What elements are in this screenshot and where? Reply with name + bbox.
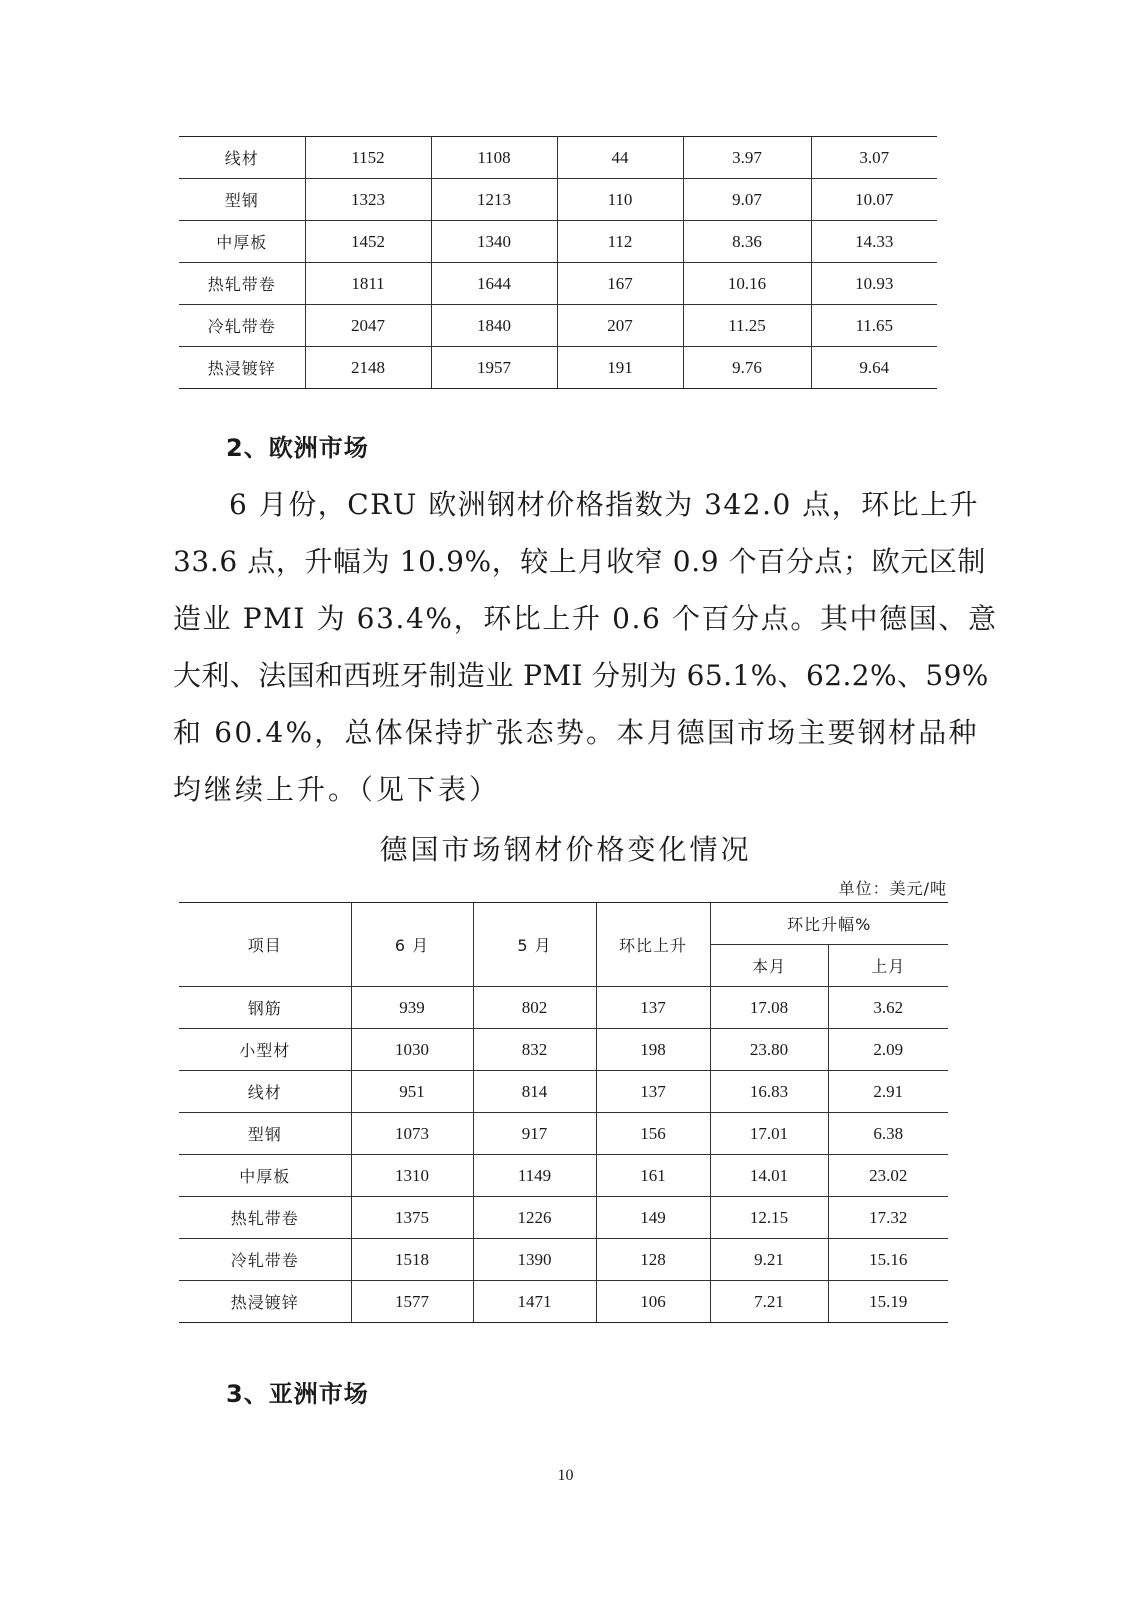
header-pct-last: 上月: [828, 945, 948, 987]
value-pct-last: 14.33: [811, 221, 937, 263]
header-pct-this: 本月: [710, 945, 828, 987]
page-number: 10: [557, 1467, 574, 1484]
row-item: 线材: [179, 1071, 351, 1113]
value-pct-last: 3.07: [811, 137, 937, 179]
value-jun: 1310: [351, 1155, 473, 1197]
value-pct-last: 11.65: [811, 305, 937, 347]
section-heading-asia: 3、亚洲市场: [226, 1380, 369, 1408]
value-pct-this: 23.80: [710, 1029, 828, 1071]
value-pct-this: 9.21: [710, 1239, 828, 1281]
value-pct-this: 11.25: [683, 305, 811, 347]
table-row: [179, 1071, 948, 1113]
table-row: [179, 1281, 948, 1323]
value-jun: 1518: [351, 1239, 473, 1281]
value-pct-this: 17.08: [710, 987, 828, 1029]
row-item: 中厚板: [179, 1155, 351, 1197]
row-item: 冷轧带卷: [179, 1239, 351, 1281]
value-may: 917: [473, 1113, 596, 1155]
header-pct-group: 环比升幅%: [710, 903, 948, 945]
table-row: [179, 1155, 948, 1197]
value-pct-last: 3.62: [828, 987, 948, 1029]
row-item: 线材: [179, 137, 305, 179]
value-jun: 951: [351, 1071, 473, 1113]
europe-paragraph: [173, 476, 998, 818]
value-pct-this: 9.76: [683, 347, 811, 389]
row-item: 中厚板: [179, 221, 305, 263]
paragraph-line: 6 月份，CRU 欧洲钢材价格指数为 342.0 点，环比上升: [229, 488, 980, 521]
value-pct-last: 10.07: [811, 179, 937, 221]
paragraph-line: 均继续上升。（见下表）: [173, 773, 501, 806]
table-row: [179, 221, 937, 263]
value-jun: 2047: [305, 305, 431, 347]
value-jun: 1152: [305, 137, 431, 179]
value-pct-this: 3.97: [683, 137, 811, 179]
value-pct-this: 8.36: [683, 221, 811, 263]
value-may: 1390: [473, 1239, 596, 1281]
table-row: [179, 347, 937, 389]
value-may: 802: [473, 987, 596, 1029]
value-pct-last: 2.09: [828, 1029, 948, 1071]
header-change: 环比上升: [596, 903, 710, 987]
row-item: 热浸镀锌: [179, 1281, 351, 1323]
value-pct-this: 9.07: [683, 179, 811, 221]
value-jun: 939: [351, 987, 473, 1029]
value-jun: 1030: [351, 1029, 473, 1071]
germany-steel-price-table: [179, 902, 948, 1323]
table-row: [179, 1029, 948, 1071]
value-may: 1340: [431, 221, 557, 263]
row-item: 型钢: [179, 179, 305, 221]
value-change: 128: [596, 1239, 710, 1281]
value-jun: 1073: [351, 1113, 473, 1155]
value-may: 1840: [431, 305, 557, 347]
value-jun: 1811: [305, 263, 431, 305]
paragraph-line: 和 60.4%，总体保持扩张态势。本月德国市场主要钢材品种: [173, 716, 979, 749]
header-item: 项目: [179, 903, 351, 987]
row-item: 钢筋: [179, 987, 351, 1029]
value-change: 106: [596, 1281, 710, 1323]
paragraph-line: 大利、法国和西班牙制造业 PMI 分别为 65.1%、62.2%、59%: [173, 659, 989, 692]
value-change: 112: [557, 221, 683, 263]
table-row: [179, 137, 937, 179]
value-may: 1644: [431, 263, 557, 305]
us-market-price-table-continued: [179, 136, 937, 389]
paragraph-line: 33.6 点，升幅为 10.9%，较上月收窄 0.9 个百分点；欧元区制: [173, 545, 987, 578]
row-item: 热轧带卷: [179, 263, 305, 305]
value-jun: 1375: [351, 1197, 473, 1239]
table-row: [179, 987, 948, 1029]
value-pct-this: 10.16: [683, 263, 811, 305]
row-item: 小型材: [179, 1029, 351, 1071]
value-may: 1957: [431, 347, 557, 389]
value-change: 137: [596, 1071, 710, 1113]
row-item: 型钢: [179, 1113, 351, 1155]
value-pct-last: 6.38: [828, 1113, 948, 1155]
value-change: 198: [596, 1029, 710, 1071]
value-change: 149: [596, 1197, 710, 1239]
value-pct-this: 7.21: [710, 1281, 828, 1323]
table-row: [179, 1239, 948, 1281]
table-row: [179, 179, 937, 221]
value-change: 156: [596, 1113, 710, 1155]
value-may: 1226: [473, 1197, 596, 1239]
header-jun: 6 月: [351, 903, 473, 987]
value-may: 814: [473, 1071, 596, 1113]
value-may: 1471: [473, 1281, 596, 1323]
header-may: 5 月: [473, 903, 596, 987]
value-pct-this: 14.01: [710, 1155, 828, 1197]
table-unit: 单位：美元/吨: [838, 879, 947, 898]
paragraph-line: 造业 PMI 为 63.4%，环比上升 0.6 个百分点。其中德国、意: [173, 602, 998, 635]
value-jun: 1323: [305, 179, 431, 221]
value-change: 207: [557, 305, 683, 347]
row-item: 冷轧带卷: [179, 305, 305, 347]
value-pct-last: 2.91: [828, 1071, 948, 1113]
value-may: 1108: [431, 137, 557, 179]
value-change: 161: [596, 1155, 710, 1197]
table-row: [179, 263, 937, 305]
value-may: 1213: [431, 179, 557, 221]
value-change: 191: [557, 347, 683, 389]
value-pct-last: 10.93: [811, 263, 937, 305]
value-change: 44: [557, 137, 683, 179]
value-pct-this: 16.83: [710, 1071, 828, 1113]
value-jun: 1577: [351, 1281, 473, 1323]
value-pct-last: 15.16: [828, 1239, 948, 1281]
value-change: 137: [596, 987, 710, 1029]
value-may: 1149: [473, 1155, 596, 1197]
table-header-row: [179, 903, 948, 945]
value-pct-last: 17.32: [828, 1197, 948, 1239]
section-heading-europe: 2、欧洲市场: [226, 434, 369, 462]
value-pct-last: 15.19: [828, 1281, 948, 1323]
value-pct-last: 23.02: [828, 1155, 948, 1197]
value-change: 167: [557, 263, 683, 305]
value-pct-this: 12.15: [710, 1197, 828, 1239]
table-title: 德国市场钢材价格变化情况: [379, 833, 752, 866]
value-jun: 1452: [305, 221, 431, 263]
value-may: 832: [473, 1029, 596, 1071]
value-change: 110: [557, 179, 683, 221]
row-item: 热轧带卷: [179, 1197, 351, 1239]
table-row: [179, 305, 937, 347]
value-pct-this: 17.01: [710, 1113, 828, 1155]
table-row: [179, 1197, 948, 1239]
row-item: 热浸镀锌: [179, 347, 305, 389]
table-row: [179, 1113, 948, 1155]
value-jun: 2148: [305, 347, 431, 389]
value-pct-last: 9.64: [811, 347, 937, 389]
